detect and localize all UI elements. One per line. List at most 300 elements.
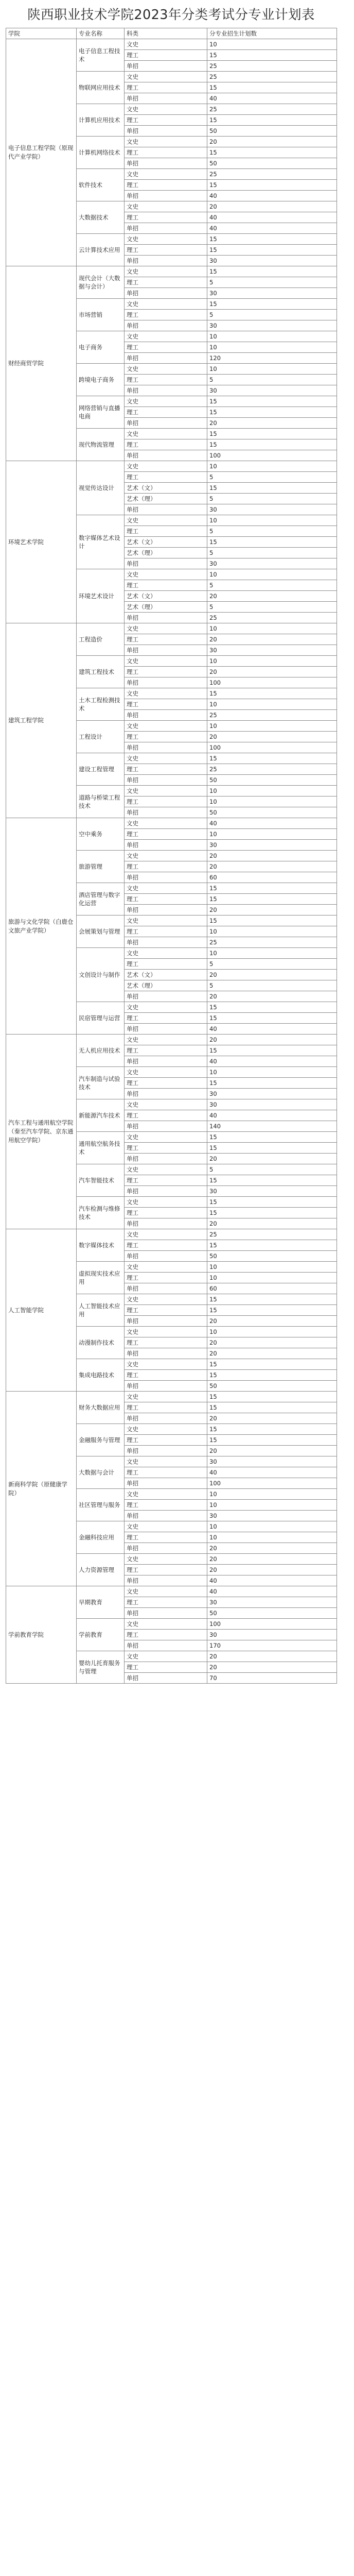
category-cell: 理工: [125, 115, 207, 126]
major-cell: 计算机网络技术: [77, 137, 125, 169]
category-cell: 理工: [125, 1662, 207, 1673]
plan-count-cell: 5: [207, 959, 337, 970]
major-cell: 会展策划与管理: [77, 916, 125, 948]
category-cell: 单招: [125, 1283, 207, 1294]
category-cell: 文史: [125, 1554, 207, 1565]
category-cell: 理工: [125, 699, 207, 710]
category-cell: 单招: [125, 1024, 207, 1035]
category-cell: 单招: [125, 937, 207, 948]
major-cell: 跨境电子商务: [77, 364, 125, 396]
category-cell: 理工: [125, 1078, 207, 1089]
category-cell: 文史: [125, 948, 207, 959]
plan-count-cell: 5: [207, 548, 337, 558]
plan-count-cell: 20: [207, 970, 337, 980]
category-cell: 文史: [125, 1619, 207, 1630]
plan-count-cell: 10: [207, 1489, 337, 1500]
category-cell: 理工: [125, 375, 207, 385]
plan-count-cell: 100: [207, 677, 337, 688]
page-title: 陕西职业技术学院2023年分类考试分专业计划表: [27, 7, 315, 23]
plan-count-cell: 10: [207, 1327, 337, 1337]
category-cell: 理工: [125, 1240, 207, 1251]
major-cell: 婴幼儿托育服务与管理: [77, 1651, 125, 1684]
plan-count-cell: 10: [207, 1262, 337, 1273]
category-cell: 理工: [125, 1013, 207, 1024]
major-cell: 工程设计: [77, 721, 125, 753]
category-cell: 文史: [125, 1586, 207, 1597]
college-cell: 旅游与文化学院（白鹿仓文旅产业学院）: [6, 818, 77, 1035]
category-cell: 理工: [125, 1110, 207, 1121]
plan-count-cell: 20: [207, 591, 337, 602]
category-cell: 单招: [125, 558, 207, 569]
table-row: [6, 266, 337, 277]
category-cell: 理工: [125, 829, 207, 840]
plan-count-cell: 10: [207, 1500, 337, 1511]
plan-count-cell: 20: [207, 418, 337, 429]
category-cell: 理工: [125, 407, 207, 418]
category-cell: 文史: [125, 1521, 207, 1532]
plan-count-cell: 30: [207, 645, 337, 656]
plan-count-cell: 15: [207, 1002, 337, 1013]
category-cell: 单招: [125, 1608, 207, 1619]
category-cell: 单招: [125, 1186, 207, 1197]
plan-count-cell: 30: [207, 1456, 337, 1467]
category-cell: 单招: [125, 613, 207, 623]
plan-count-cell: 15: [207, 396, 337, 407]
plan-count-cell: 20: [207, 1662, 337, 1673]
category-cell: 文史: [125, 916, 207, 926]
category-cell: 理工: [125, 764, 207, 775]
plan-count-cell: 25: [207, 104, 337, 115]
category-cell: 理工: [125, 526, 207, 537]
plan-count-cell: 140: [207, 1121, 337, 1132]
plan-count-cell: 30: [207, 320, 337, 331]
major-cell: 数字媒体技术: [77, 1229, 125, 1262]
plan-count-cell: 10: [207, 948, 337, 959]
plan-count-cell: 15: [207, 429, 337, 439]
plan-count-cell: 20: [207, 201, 337, 212]
plan-count-cell: 15: [207, 894, 337, 905]
major-cell: 民宿管理与运营: [77, 1002, 125, 1035]
category-cell: 理工: [125, 180, 207, 191]
major-cell: 汽车检测与维修技术: [77, 1197, 125, 1229]
category-cell: 文史: [125, 1327, 207, 1337]
plan-count-cell: 10: [207, 515, 337, 526]
college-cell: 汽车工程与通用航空学院（秦至汽车学院、京东通用航空学院）: [6, 1035, 77, 1229]
plan-count-cell: 100: [207, 450, 337, 461]
plan-count-cell: 5: [207, 980, 337, 991]
category-cell: 文史: [125, 721, 207, 732]
category-cell: 文史: [125, 72, 207, 82]
major-cell: 社区管理与服务: [77, 1489, 125, 1521]
plan-count-cell: 15: [207, 439, 337, 450]
category-cell: 单招: [125, 320, 207, 331]
category-cell: 艺术（理）: [125, 980, 207, 991]
college-cell: 新商科学院（原健康学院）: [6, 1392, 77, 1586]
plan-count-cell: 50: [207, 1608, 337, 1619]
category-cell: 文史: [125, 1294, 207, 1305]
category-cell: 单招: [125, 353, 207, 364]
category-cell: 理工: [125, 147, 207, 158]
major-cell: 酒店管理与数字化运营: [77, 883, 125, 916]
category-cell: 理工: [125, 667, 207, 677]
plan-count-cell: 15: [207, 1370, 337, 1381]
major-cell: 无人机应用技术: [77, 1035, 125, 1067]
major-cell: 大数据与会计: [77, 1456, 125, 1489]
plan-count-cell: 15: [207, 407, 337, 418]
plan-count-cell: 30: [207, 504, 337, 515]
major-cell: 汽车智能技术: [77, 1164, 125, 1197]
plan-count-cell: 50: [207, 807, 337, 818]
college-cell: 人工智能学院: [6, 1229, 77, 1392]
plan-count-cell: 5: [207, 472, 337, 483]
category-cell: 文史: [125, 1164, 207, 1175]
plan-count-cell: 40: [207, 818, 337, 829]
major-cell: 市场营销: [77, 299, 125, 331]
college-cell: 学前教育学院: [6, 1586, 77, 1684]
plan-count-cell: 25: [207, 1229, 337, 1240]
plan-count-cell: 10: [207, 926, 337, 937]
plan-count-cell: 40: [207, 1110, 337, 1121]
category-cell: 单招: [125, 1511, 207, 1521]
category-cell: 文史: [125, 1229, 207, 1240]
major-cell: 通用航空航务技术: [77, 1132, 125, 1164]
plan-count-cell: 40: [207, 212, 337, 223]
plan-count-cell: 30: [207, 1630, 337, 1640]
plan-count-cell: 5: [207, 580, 337, 591]
category-cell: 文史: [125, 883, 207, 894]
category-cell: 文史: [125, 1424, 207, 1435]
table-row: [6, 818, 337, 829]
category-cell: 理工: [125, 959, 207, 970]
major-cell: 集成电路技术: [77, 1359, 125, 1392]
plan-count-cell: 15: [207, 1359, 337, 1370]
category-cell: 理工: [125, 277, 207, 288]
major-cell: 大数据技术: [77, 201, 125, 234]
plan-count-cell: 10: [207, 796, 337, 807]
category-cell: 文史: [125, 1035, 207, 1045]
plan-count-cell: 15: [207, 266, 337, 277]
plan-count-cell: 10: [207, 569, 337, 580]
category-cell: 单招: [125, 1121, 207, 1132]
plan-count-cell: 20: [207, 861, 337, 872]
plan-count-cell: 15: [207, 1305, 337, 1316]
plan-count-cell: 40: [207, 1467, 337, 1478]
major-cell: 数字媒体艺术设计: [77, 515, 125, 569]
plan-count-cell: 70: [207, 1673, 337, 1684]
table-row: [6, 1392, 337, 1402]
major-cell: 虚拟现实技术应用: [77, 1262, 125, 1294]
category-cell: 单招: [125, 1218, 207, 1229]
category-cell: 单招: [125, 1640, 207, 1651]
category-cell: 单招: [125, 807, 207, 818]
plan-count-cell: 15: [207, 147, 337, 158]
major-cell: 计算机应用技术: [77, 104, 125, 137]
category-cell: 文史: [125, 1262, 207, 1273]
plan-count-cell: 100: [207, 1619, 337, 1630]
table-row: [6, 461, 337, 472]
plan-count-cell: 15: [207, 1143, 337, 1154]
major-cell: 空中乘务: [77, 818, 125, 851]
plan-count-cell: 25: [207, 764, 337, 775]
plan-count-cell: 40: [207, 93, 337, 104]
category-cell: 单招: [125, 61, 207, 72]
plan-count-cell: 20: [207, 137, 337, 147]
category-cell: 文史: [125, 623, 207, 634]
plan-count-cell: 15: [207, 1208, 337, 1218]
plan-count-cell: 20: [207, 1218, 337, 1229]
plan-count-cell: 15: [207, 1132, 337, 1143]
plan-count-cell: 30: [207, 1089, 337, 1099]
category-cell: 文史: [125, 688, 207, 699]
category-cell: 文史: [125, 429, 207, 439]
table-row: [6, 1229, 337, 1240]
category-cell: 文史: [125, 396, 207, 407]
category-cell: 单招: [125, 775, 207, 786]
category-cell: 单招: [125, 1251, 207, 1262]
plan-count-cell: 10: [207, 1067, 337, 1078]
plan-count-cell: 40: [207, 1024, 337, 1035]
plan-count-cell: 30: [207, 558, 337, 569]
major-cell: 早期教育: [77, 1586, 125, 1619]
category-cell: 文史: [125, 169, 207, 180]
plan-count-cell: 50: [207, 158, 337, 169]
category-cell: 理工: [125, 634, 207, 645]
major-cell: 建筑工程技术: [77, 656, 125, 688]
college-cell: 财经商贸学院: [6, 266, 77, 461]
plan-count-cell: 10: [207, 829, 337, 840]
major-cell: 汽车制造与试验技术: [77, 1067, 125, 1099]
plan-count-cell: 40: [207, 1586, 337, 1597]
plan-count-cell: 15: [207, 1013, 337, 1024]
plan-count-cell: 10: [207, 331, 337, 342]
plan-count-cell: 15: [207, 234, 337, 245]
category-cell: 文史: [125, 1197, 207, 1208]
plan-count-cell: 10: [207, 1273, 337, 1283]
category-cell: 单招: [125, 504, 207, 515]
plan-count-cell: 15: [207, 1197, 337, 1208]
plan-count-cell: 20: [207, 1565, 337, 1575]
major-cell: 网络营销与直播电商: [77, 396, 125, 429]
category-cell: 理工: [125, 580, 207, 591]
plan-count-cell: 30: [207, 1511, 337, 1521]
category-cell: 理工: [125, 1175, 207, 1186]
plan-count-cell: 25: [207, 61, 337, 72]
category-cell: 文史: [125, 1651, 207, 1662]
college-cell: 环境艺术学院: [6, 461, 77, 623]
category-cell: 文史: [125, 753, 207, 764]
plan-count-cell: 15: [207, 1424, 337, 1435]
plan-count-cell: 5: [207, 494, 337, 504]
category-cell: 理工: [125, 732, 207, 742]
category-cell: 单招: [125, 1348, 207, 1359]
plan-count-cell: 10: [207, 656, 337, 667]
category-cell: 单招: [125, 1673, 207, 1684]
plan-count-cell: 50: [207, 775, 337, 786]
category-cell: 理工: [125, 1565, 207, 1575]
plan-count-cell: 30: [207, 1099, 337, 1110]
plan-count-cell: 60: [207, 1283, 337, 1294]
plan-count-cell: 15: [207, 688, 337, 699]
plan-count-cell: 20: [207, 1543, 337, 1554]
category-cell: 理工: [125, 310, 207, 320]
category-cell: 文史: [125, 569, 207, 580]
category-cell: 单招: [125, 905, 207, 916]
plan-count-cell: 25: [207, 937, 337, 948]
plan-count-cell: 25: [207, 72, 337, 82]
category-cell: 艺术（文）: [125, 591, 207, 602]
category-cell: 单招: [125, 191, 207, 201]
plan-count-cell: 15: [207, 883, 337, 894]
category-cell: 文史: [125, 39, 207, 50]
plan-count-cell: 50: [207, 126, 337, 137]
category-cell: 理工: [125, 796, 207, 807]
major-cell: 动漫制作技术: [77, 1327, 125, 1359]
college-cell: 建筑工程学院: [6, 623, 77, 818]
category-cell: 理工: [125, 245, 207, 256]
plan-count-cell: 15: [207, 1240, 337, 1251]
category-cell: 理工: [125, 1630, 207, 1640]
plan-count-cell: 20: [207, 1413, 337, 1424]
plan-count-cell: 5: [207, 1164, 337, 1175]
category-cell: 文史: [125, 266, 207, 277]
major-cell: 旅游管理: [77, 851, 125, 883]
plan-count-cell: 100: [207, 742, 337, 753]
category-cell: 单招: [125, 93, 207, 104]
plan-count-cell: 10: [207, 461, 337, 472]
category-cell: 单招: [125, 872, 207, 883]
plan-count-cell: 15: [207, 180, 337, 191]
category-cell: 单招: [125, 645, 207, 656]
major-cell: 土木工程检测技术: [77, 688, 125, 721]
category-cell: 理工: [125, 1208, 207, 1218]
category-cell: 艺术（文）: [125, 537, 207, 548]
plan-count-cell: 10: [207, 342, 337, 353]
plan-count-cell: 30: [207, 1597, 337, 1608]
category-cell: 文史: [125, 1099, 207, 1110]
category-cell: 文史: [125, 1359, 207, 1370]
plan-count-cell: 20: [207, 732, 337, 742]
header-major: 专业名称: [77, 28, 125, 39]
table-row: [6, 39, 337, 50]
plan-count-cell: 40: [207, 1575, 337, 1586]
category-cell: 单招: [125, 158, 207, 169]
plan-count-cell: 20: [207, 1348, 337, 1359]
plan-count-cell: 60: [207, 872, 337, 883]
plan-count-cell: 20: [207, 634, 337, 645]
category-cell: 理工: [125, 894, 207, 905]
plan-count-cell: 20: [207, 1035, 337, 1045]
plan-count-cell: 10: [207, 39, 337, 50]
college-cell: 电子信息工程学院（原现代产业学院）: [6, 39, 77, 266]
category-cell: 艺术（文）: [125, 483, 207, 494]
plan-count-cell: 5: [207, 277, 337, 288]
category-cell: 单招: [125, 1446, 207, 1456]
plan-count-cell: 15: [207, 50, 337, 61]
plan-count-cell: 30: [207, 288, 337, 299]
major-cell: 道路与桥梁工程技术: [77, 786, 125, 818]
major-cell: 现代物流管理: [77, 429, 125, 461]
plan-count-cell: 170: [207, 1640, 337, 1651]
category-cell: 文史: [125, 364, 207, 375]
plan-count-cell: 10: [207, 786, 337, 796]
plan-count-cell: 100: [207, 1478, 337, 1489]
major-cell: 环境艺术设计: [77, 569, 125, 623]
category-cell: 理工: [125, 1143, 207, 1154]
plan-count-cell: 15: [207, 1175, 337, 1186]
plan-count-cell: 15: [207, 1294, 337, 1305]
category-cell: 文史: [125, 1456, 207, 1467]
plan-count-cell: 15: [207, 537, 337, 548]
category-cell: 理工: [125, 1337, 207, 1348]
plan-count-cell: 30: [207, 256, 337, 266]
category-cell: 文史: [125, 1489, 207, 1500]
category-cell: 理工: [125, 1370, 207, 1381]
plan-count-cell: 5: [207, 310, 337, 320]
plan-count-cell: 30: [207, 840, 337, 851]
category-cell: 单招: [125, 223, 207, 234]
category-cell: 理工: [125, 1532, 207, 1543]
category-cell: 理工: [125, 1305, 207, 1316]
category-cell: 文史: [125, 1067, 207, 1078]
plan-count-cell: 15: [207, 1392, 337, 1402]
category-cell: 艺术（理）: [125, 602, 207, 613]
category-cell: 文史: [125, 137, 207, 147]
plan-count-cell: 10: [207, 699, 337, 710]
major-cell: 电子商务: [77, 331, 125, 364]
plan-count-cell: 25: [207, 169, 337, 180]
category-cell: 理工: [125, 1597, 207, 1608]
plan-count-cell: 5: [207, 526, 337, 537]
major-cell: 财务大数据应用: [77, 1392, 125, 1424]
major-cell: 电子信息工程技术: [77, 39, 125, 72]
major-cell: 学前教育: [77, 1619, 125, 1651]
header-college: 学院: [6, 28, 77, 39]
category-cell: 文史: [125, 201, 207, 212]
plan-table: [6, 28, 337, 1684]
category-cell: 文史: [125, 299, 207, 310]
category-cell: 理工: [125, 342, 207, 353]
major-cell: 新能源汽车技术: [77, 1099, 125, 1132]
major-cell: 视觉传达设计: [77, 461, 125, 515]
category-cell: 理工: [125, 1500, 207, 1511]
major-cell: 工程造价: [77, 623, 125, 656]
table-row: [6, 623, 337, 634]
major-cell: 物联网应用技术: [77, 72, 125, 104]
category-cell: 文史: [125, 1002, 207, 1013]
category-cell: 理工: [125, 1435, 207, 1446]
plan-count-cell: 50: [207, 1381, 337, 1392]
table-header-row: [6, 28, 337, 39]
major-cell: 建设工程管理: [77, 753, 125, 786]
plan-count-cell: 15: [207, 1402, 337, 1413]
plan-count-cell: 10: [207, 364, 337, 375]
category-cell: 理工: [125, 439, 207, 450]
plan-count-cell: 20: [207, 1651, 337, 1662]
plan-count-cell: 5: [207, 602, 337, 613]
category-cell: 单招: [125, 1381, 207, 1392]
category-cell: 单招: [125, 450, 207, 461]
category-cell: 文史: [125, 656, 207, 667]
category-cell: 单招: [125, 1154, 207, 1164]
category-cell: 理工: [125, 50, 207, 61]
plan-count-cell: 15: [207, 245, 337, 256]
category-cell: 单招: [125, 126, 207, 137]
category-cell: 理工: [125, 1402, 207, 1413]
category-cell: 单招: [125, 1316, 207, 1327]
plan-count-cell: 15: [207, 1078, 337, 1089]
plan-count-cell: 20: [207, 1337, 337, 1348]
plan-table-body: [6, 39, 337, 1684]
